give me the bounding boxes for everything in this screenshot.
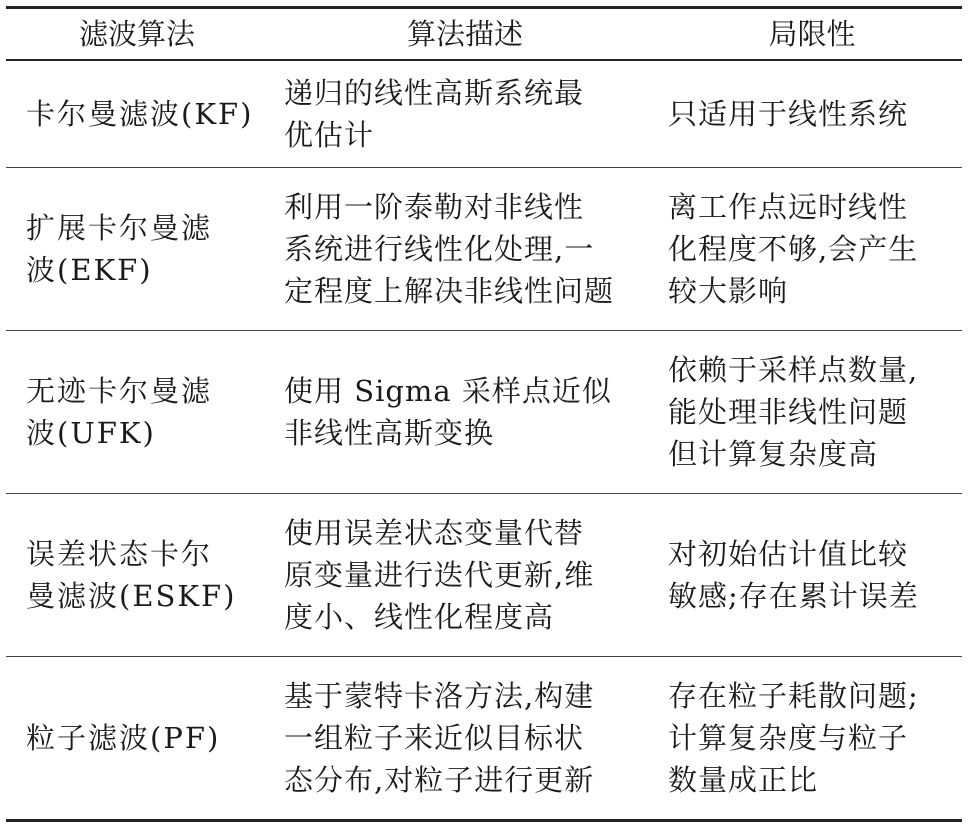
description-cell: 递归的线性高斯系统最 优估计	[284, 76, 585, 152]
table-row	[6, 331, 962, 494]
algorithm-cell: 误差状态卡尔 曼滤波(ESKF)	[26, 537, 237, 613]
description-cell: 使用 Sigma 采样点近似 非线性高斯变换	[284, 374, 612, 450]
table-row	[6, 494, 962, 657]
header-algorithm: 滤波算法	[78, 17, 195, 51]
table-header	[6, 8, 962, 61]
table-body	[6, 60, 962, 821]
algorithm-cell: 卡尔曼滤波(KF)	[26, 97, 254, 131]
filter-comparison-table	[6, 6, 962, 822]
limitation-cell: 只适用于线性系统	[668, 97, 909, 131]
header-limitation: 局限性	[768, 17, 856, 51]
table-row	[6, 657, 962, 821]
limitation-cell: 离工作点远时线性 化程度不够,会产生 较大影响	[668, 190, 919, 308]
table-row	[6, 168, 962, 331]
description-cell: 利用一阶泰勒对非线性 系统进行线性化处理,一 定程度上解决非线性问题	[284, 190, 615, 308]
algorithm-cell: 无迹卡尔曼滤 波(UFK)	[26, 374, 213, 450]
limitation-cell: 依赖于采样点数量, 能处理非线性问题 但计算复杂度高	[668, 353, 919, 471]
description-cell: 基于蒙特卡洛方法,构建 一组粒子来近似目标状 态分布,对粒子进行更新	[284, 679, 595, 797]
description-cell: 使用误差状态变量代替 原变量进行迭代更新,维 度小、线性化程度高	[284, 516, 595, 634]
header-row	[6, 8, 962, 61]
algorithm-cell: 扩展卡尔曼滤 波(EKF)	[26, 211, 213, 287]
table-row	[6, 60, 962, 168]
header-description: 算法描述	[406, 17, 523, 51]
algorithm-cell: 粒子滤波(PF)	[26, 721, 221, 755]
filter-comparison-table-container	[6, 6, 962, 822]
limitation-cell: 存在粒子耗散问题; 计算复杂度与粒子 数量成正比	[668, 679, 919, 797]
limitation-cell: 对初始估计值比较 敏感;存在累计误差	[668, 537, 919, 613]
